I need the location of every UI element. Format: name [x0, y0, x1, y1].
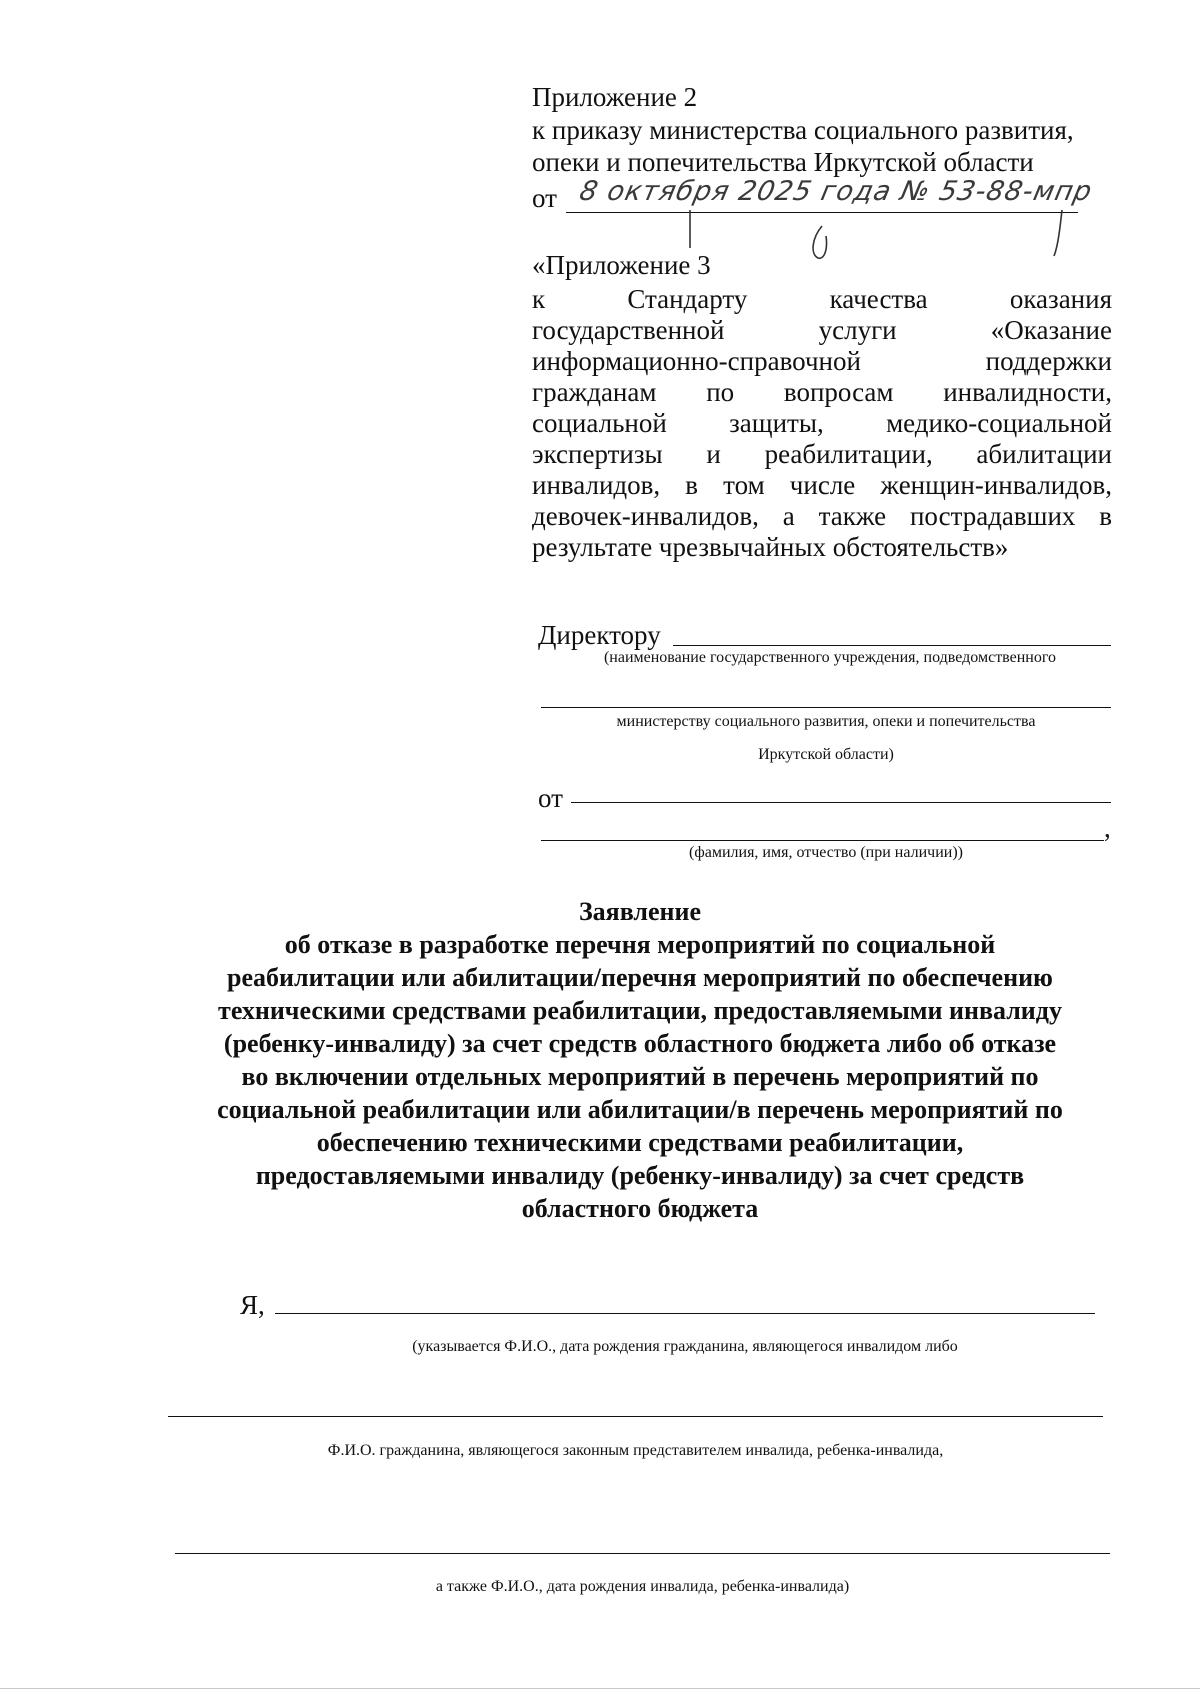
appendix3-line: социальной защиты, медико-социальной	[532, 408, 1112, 438]
applicant-name-line	[541, 840, 1104, 841]
statement-subtitle-line: (ребенку-инвалиду) за счет средств областного бюджета либо об отказе	[223, 1029, 1057, 1058]
applicant-field-line-2	[168, 1416, 1103, 1417]
appendix3-block	[532, 250, 1112, 563]
applicant-field-line-3	[175, 1553, 1110, 1554]
order-line-2: опеки и попечительства Иркутской области	[532, 147, 1034, 177]
institution-field-line	[541, 707, 1111, 708]
statement-subtitle	[130, 928, 1150, 1225]
appendix3-line: информационно-справочной поддержки	[532, 346, 1112, 376]
applicant-from-label: от	[538, 783, 563, 813]
scan-edge	[0, 1688, 1200, 1689]
order-line-1: к приказу министерства социального развития,	[532, 115, 1074, 145]
appendix3-line: к Стандарту качества оказания	[532, 284, 1112, 314]
applicant-field-line-1	[275, 1313, 1095, 1314]
appendix3-line: государственной услуги «Оказание	[532, 315, 1112, 345]
statement-subtitle-line: социальной реабилитации или абилитации/в перечень мероприятий по	[217, 1095, 1063, 1124]
statement-subtitle-line: техническими средствами реабилитации, предоставляемыми инвалиду	[218, 996, 1062, 1025]
applicant-hint-2: Ф.И.О. гражданина, являющегося законным представителем инвалида, ребенка-инвалида,	[327, 1442, 944, 1459]
appendix3-line: экспертизы и реабилитации, абилитации	[532, 439, 1112, 469]
statement-subtitle-line: обеспечению техническими средствами реабилитации,	[316, 1128, 964, 1157]
director-field-line	[673, 645, 1111, 646]
appendix3-line: гражданам по вопросам инвалидности,	[532, 377, 1112, 407]
order-from-label: от	[532, 183, 557, 213]
appendix3-line: инвалидов, в том числе женщин-инвалидов,	[532, 470, 1112, 500]
i-label: Я,	[240, 1290, 265, 1320]
statement-subtitle-line: во включении отдельных мероприятий в перечень мероприятий по	[241, 1062, 1039, 1091]
director-hint-3: Иркутской области)	[758, 746, 894, 763]
applicant-hint-1: (указывается Ф.И.О., дата рождения гражданина, являющегося инвалидом либо	[412, 1338, 958, 1355]
appendix-title: Приложение 2	[532, 82, 698, 112]
applicant-hint-3: а также Ф.И.О., дата рождения инвалида, ребенка-инвалида)	[435, 1578, 850, 1595]
comma: ,	[1104, 813, 1111, 843]
handwritten-order-date: 8 октября 2025 года № 53-88-мпр	[576, 176, 1096, 207]
appendix3-line: результате чрезвычайных обстоятельств»	[532, 532, 1009, 562]
appendix3-line: девочек-инвалидов, а также пострадавших в	[532, 501, 1112, 531]
statement-subtitle-line: об отказе в разработке перечня мероприятий по социальной	[284, 930, 996, 959]
statement-subtitle-line: реабилитации или абилитации/перечня мероприятий по обеспечению	[227, 963, 1053, 992]
applicant-from-line	[571, 802, 1111, 803]
statement-title: Заявление	[578, 897, 702, 926]
statement-subtitle-line: областного бюджета	[521, 1194, 759, 1223]
statement-subtitle-line: предоставляемыми инвалиду (ребенку-инвалиду) за счет средств	[255, 1161, 1025, 1190]
director-hint-2: министерству социального развития, опеки и попечительства	[616, 713, 1036, 730]
appendix3-title: «Приложение 3	[532, 250, 711, 280]
director-label: Директору	[538, 620, 661, 650]
applicant-name-hint: (фамилия, имя, отчество (при наличии))	[689, 844, 963, 861]
director-hint-1: (наименование государственного учреждения, подведомственного	[603, 649, 1057, 666]
